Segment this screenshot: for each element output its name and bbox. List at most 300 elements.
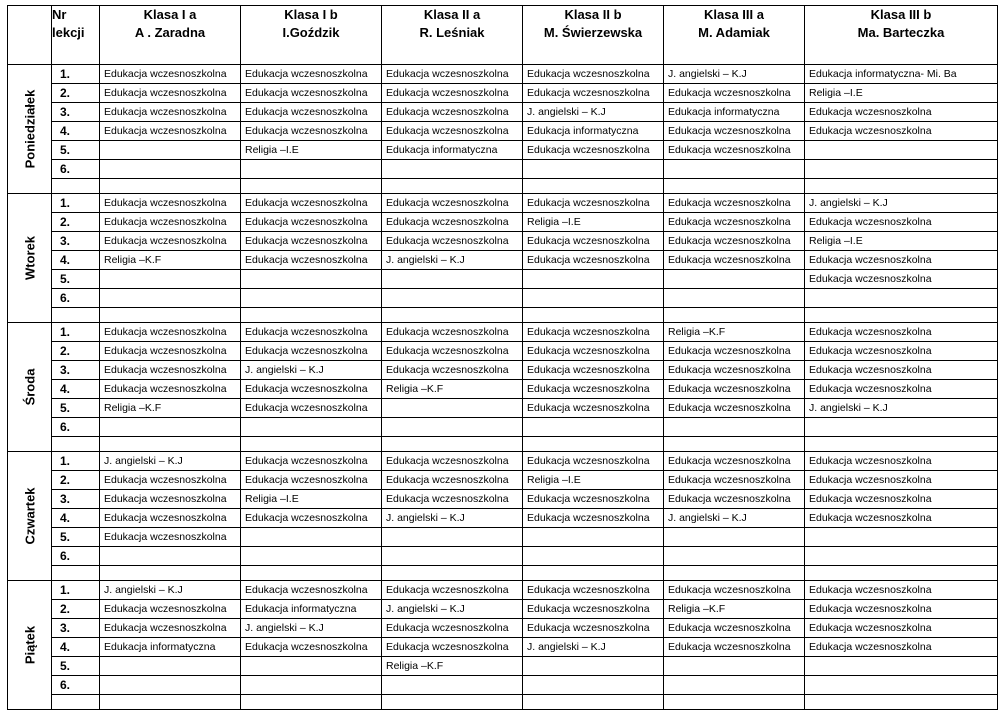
subject-cell: J. angielski – K.J xyxy=(100,452,241,471)
empty-cell xyxy=(523,437,664,452)
subject-cell: Edukacja wczesnoszkolna xyxy=(523,251,664,270)
subject-cell xyxy=(100,289,241,308)
lesson-row xyxy=(8,213,998,232)
subject-cell: Religia –K.F xyxy=(664,600,805,619)
subject-cell: Edukacja wczesnoszkolna xyxy=(241,232,382,251)
empty-cell xyxy=(100,437,241,452)
empty-cell xyxy=(52,566,100,581)
class-header-6 xyxy=(805,6,998,65)
empty-cell xyxy=(805,437,998,452)
lesson-number: 2. xyxy=(52,84,100,103)
subject-cell xyxy=(100,160,241,179)
day-cell xyxy=(8,65,52,194)
class-teacher: M. Adamiak xyxy=(698,25,770,40)
empty-cell xyxy=(382,566,523,581)
subject-cell: Edukacja wczesnoszkolna xyxy=(382,194,523,213)
subject-cell: J. angielski – K.J xyxy=(523,638,664,657)
subject-cell: Edukacja wczesnoszkolna xyxy=(664,452,805,471)
subject-cell: Edukacja wczesnoszkolna xyxy=(664,490,805,509)
subject-cell: Edukacja wczesnoszkolna xyxy=(100,600,241,619)
subject-cell: Edukacja wczesnoszkolna xyxy=(805,471,998,490)
lesson-number-header-line1: Nr xyxy=(52,7,67,22)
lesson-row xyxy=(8,657,998,676)
subject-cell: Religia –K.F xyxy=(382,657,523,676)
subject-cell: Edukacja wczesnoszkolna xyxy=(664,213,805,232)
subject-cell: Edukacja wczesnoszkolna xyxy=(523,380,664,399)
subject-cell: Edukacja wczesnoszkolna xyxy=(382,638,523,657)
subject-cell xyxy=(664,160,805,179)
empty-cell xyxy=(241,179,382,194)
empty-cell xyxy=(52,308,100,323)
empty-cell xyxy=(382,437,523,452)
subject-cell xyxy=(523,160,664,179)
empty-cell xyxy=(100,308,241,323)
subject-cell: Religia –I.E xyxy=(523,471,664,490)
lesson-row xyxy=(8,600,998,619)
subject-cell: Edukacja wczesnoszkolna xyxy=(664,342,805,361)
class-name: Klasa I b xyxy=(284,7,338,22)
empty-cell xyxy=(805,308,998,323)
subject-cell: Edukacja wczesnoszkolna xyxy=(382,213,523,232)
lesson-number: 1. xyxy=(52,581,100,600)
subject-cell: J. angielski – K.J xyxy=(382,509,523,528)
corner-cell xyxy=(8,6,52,65)
lesson-row xyxy=(8,452,998,471)
subject-cell: Edukacja wczesnoszkolna xyxy=(100,619,241,638)
subject-cell xyxy=(664,528,805,547)
class-name: Klasa I a xyxy=(143,7,197,22)
subject-cell xyxy=(100,270,241,289)
subject-cell: Edukacja wczesnoszkolna xyxy=(241,509,382,528)
subject-cell: Religia –I.E xyxy=(241,141,382,160)
lesson-row xyxy=(8,418,998,437)
subject-cell: J. angielski – K.J xyxy=(523,103,664,122)
subject-cell: Edukacja wczesnoszkolna xyxy=(382,232,523,251)
subject-cell: Edukacja wczesnoszkolna xyxy=(241,323,382,342)
subject-cell: Edukacja wczesnoszkolna xyxy=(382,122,523,141)
empty-cell xyxy=(523,566,664,581)
subject-cell xyxy=(382,418,523,437)
subject-cell: Edukacja informatyczna xyxy=(241,600,382,619)
lesson-number-header-line2: lekcji xyxy=(52,25,85,40)
empty-cell xyxy=(52,695,100,710)
lesson-number: 6. xyxy=(52,418,100,437)
day-separator-row xyxy=(8,566,998,581)
subject-cell: Edukacja wczesnoszkolna xyxy=(523,600,664,619)
timetable-body xyxy=(8,65,998,710)
subject-cell xyxy=(805,160,998,179)
subject-cell xyxy=(241,547,382,566)
subject-cell: Edukacja wczesnoszkolna xyxy=(523,232,664,251)
lesson-number: 1. xyxy=(52,194,100,213)
day-label: Czwartek xyxy=(22,487,37,545)
lesson-row xyxy=(8,232,998,251)
subject-cell: Edukacja wczesnoszkolna xyxy=(805,638,998,657)
subject-cell: Edukacja wczesnoszkolna xyxy=(241,122,382,141)
subject-cell: Edukacja wczesnoszkolna xyxy=(241,194,382,213)
subject-cell: Edukacja wczesnoszkolna xyxy=(100,323,241,342)
subject-cell xyxy=(382,547,523,566)
empty-cell xyxy=(664,308,805,323)
subject-cell: J. angielski – K.J xyxy=(382,600,523,619)
subject-cell: Edukacja wczesnoszkolna xyxy=(241,65,382,84)
subject-cell xyxy=(805,528,998,547)
lesson-row xyxy=(8,676,998,695)
class-teacher: M. Świerzewska xyxy=(543,25,643,40)
subject-cell: Edukacja wczesnoszkolna xyxy=(382,84,523,103)
subject-cell xyxy=(523,657,664,676)
lesson-number: 4. xyxy=(52,638,100,657)
lesson-number: 4. xyxy=(52,380,100,399)
lesson-row xyxy=(8,471,998,490)
lesson-row xyxy=(8,490,998,509)
subject-cell xyxy=(382,289,523,308)
day-cell xyxy=(8,194,52,323)
subject-cell: Edukacja wczesnoszkolna xyxy=(523,509,664,528)
subject-cell: Edukacja wczesnoszkolna xyxy=(523,361,664,380)
subject-cell: Edukacja wczesnoszkolna xyxy=(382,452,523,471)
subject-cell: Edukacja wczesnoszkolna xyxy=(382,471,523,490)
subject-cell xyxy=(241,418,382,437)
subject-cell: Edukacja wczesnoszkolna xyxy=(523,399,664,418)
empty-cell xyxy=(523,308,664,323)
empty-cell xyxy=(805,566,998,581)
subject-cell: Edukacja wczesnoszkolna xyxy=(100,342,241,361)
subject-cell: Religia –I.E xyxy=(805,232,998,251)
lesson-number: 3. xyxy=(52,361,100,380)
subject-cell xyxy=(523,270,664,289)
subject-cell: Edukacja wczesnoszkolna xyxy=(241,380,382,399)
subject-cell: Edukacja wczesnoszkolna xyxy=(382,490,523,509)
timetable xyxy=(7,5,998,710)
lesson-row xyxy=(8,65,998,84)
subject-cell xyxy=(241,657,382,676)
subject-cell: Edukacja informatyczna- Mi. Ba xyxy=(805,65,998,84)
subject-cell: Edukacja wczesnoszkolna xyxy=(805,600,998,619)
subject-cell: Edukacja wczesnoszkolna xyxy=(805,581,998,600)
subject-cell: Edukacja wczesnoszkolna xyxy=(664,471,805,490)
subject-cell: Edukacja wczesnoszkolna xyxy=(523,342,664,361)
empty-cell xyxy=(100,566,241,581)
subject-cell: Edukacja wczesnoszkolna xyxy=(100,84,241,103)
timetable-container xyxy=(7,5,998,710)
subject-cell xyxy=(523,528,664,547)
lesson-number: 2. xyxy=(52,471,100,490)
subject-cell xyxy=(241,676,382,695)
lesson-row xyxy=(8,380,998,399)
day-label: Poniedziałek xyxy=(22,89,37,169)
lesson-row xyxy=(8,289,998,308)
subject-cell: Edukacja informatyczna xyxy=(382,141,523,160)
subject-cell: Edukacja wczesnoszkolna xyxy=(241,213,382,232)
subject-cell xyxy=(382,676,523,695)
lesson-number: 6. xyxy=(52,289,100,308)
empty-cell xyxy=(523,179,664,194)
lesson-number: 4. xyxy=(52,122,100,141)
subject-cell: Edukacja wczesnoszkolna xyxy=(241,103,382,122)
lesson-number: 5. xyxy=(52,141,100,160)
empty-cell xyxy=(664,566,805,581)
lesson-row xyxy=(8,528,998,547)
day-label: Środa xyxy=(22,368,37,406)
subject-cell xyxy=(241,270,382,289)
empty-cell xyxy=(241,308,382,323)
subject-cell: Edukacja wczesnoszkolna xyxy=(523,323,664,342)
subject-cell xyxy=(523,418,664,437)
subject-cell: Edukacja wczesnoszkolna xyxy=(664,638,805,657)
subject-cell xyxy=(664,676,805,695)
subject-cell xyxy=(241,289,382,308)
subject-cell: J. angielski – K.J xyxy=(100,581,241,600)
lesson-row xyxy=(8,342,998,361)
subject-cell: Edukacja wczesnoszkolna xyxy=(100,213,241,232)
empty-cell xyxy=(382,179,523,194)
subject-cell: Edukacja wczesnoszkolna xyxy=(241,251,382,270)
subject-cell: Edukacja wczesnoszkolna xyxy=(805,323,998,342)
lesson-row xyxy=(8,270,998,289)
lesson-number: 1. xyxy=(52,323,100,342)
empty-cell xyxy=(382,695,523,710)
subject-cell: Edukacja wczesnoszkolna xyxy=(805,122,998,141)
empty-cell xyxy=(52,437,100,452)
empty-cell xyxy=(805,695,998,710)
lesson-number: 1. xyxy=(52,65,100,84)
class-name: Klasa III a xyxy=(704,7,764,22)
lesson-row xyxy=(8,509,998,528)
subject-cell xyxy=(382,160,523,179)
subject-cell: J. angielski – K.J xyxy=(241,361,382,380)
subject-cell: Edukacja wczesnoszkolna xyxy=(382,619,523,638)
subject-cell xyxy=(382,528,523,547)
subject-cell xyxy=(523,676,664,695)
subject-cell: Edukacja wczesnoszkolna xyxy=(664,380,805,399)
lesson-row xyxy=(8,581,998,600)
subject-cell: Edukacja wczesnoszkolna xyxy=(805,380,998,399)
subject-cell: Edukacja wczesnoszkolna xyxy=(664,251,805,270)
lesson-number: 4. xyxy=(52,509,100,528)
subject-cell: Edukacja wczesnoszkolna xyxy=(523,194,664,213)
lesson-row xyxy=(8,251,998,270)
subject-cell: Edukacja wczesnoszkolna xyxy=(100,194,241,213)
subject-cell xyxy=(805,418,998,437)
subject-cell: Edukacja wczesnoszkolna xyxy=(805,361,998,380)
empty-cell xyxy=(664,695,805,710)
subject-cell: Edukacja wczesnoszkolna xyxy=(382,65,523,84)
subject-cell xyxy=(523,289,664,308)
subject-cell: Edukacja wczesnoszkolna xyxy=(100,361,241,380)
lesson-number: 2. xyxy=(52,342,100,361)
lesson-number: 3. xyxy=(52,619,100,638)
subject-cell xyxy=(805,289,998,308)
class-header-5 xyxy=(664,6,805,65)
subject-cell: Edukacja wczesnoszkolna xyxy=(523,141,664,160)
class-name: Klasa III b xyxy=(870,7,932,22)
lesson-row xyxy=(8,399,998,418)
empty-cell xyxy=(382,308,523,323)
subject-cell: Edukacja wczesnoszkolna xyxy=(100,103,241,122)
subject-cell: Edukacja wczesnoszkolna xyxy=(664,361,805,380)
subject-cell: Edukacja wczesnoszkolna xyxy=(805,619,998,638)
subject-cell: Edukacja wczesnoszkolna xyxy=(805,509,998,528)
subject-cell: J. angielski – K.J xyxy=(805,399,998,418)
subject-cell: Edukacja wczesnoszkolna xyxy=(805,270,998,289)
subject-cell: Edukacja wczesnoszkolna xyxy=(100,490,241,509)
subject-cell: Edukacja wczesnoszkolna xyxy=(382,323,523,342)
subject-cell: Edukacja wczesnoszkolna xyxy=(523,619,664,638)
subject-cell: Edukacja wczesnoszkolna xyxy=(523,490,664,509)
subject-cell: Edukacja wczesnoszkolna xyxy=(664,619,805,638)
empty-cell xyxy=(241,437,382,452)
day-separator-row xyxy=(8,308,998,323)
subject-cell xyxy=(100,418,241,437)
subject-cell: Edukacja wczesnoszkolna xyxy=(100,65,241,84)
lesson-row xyxy=(8,84,998,103)
day-cell xyxy=(8,323,52,452)
subject-cell: Edukacja wczesnoszkolna xyxy=(241,581,382,600)
lesson-row xyxy=(8,547,998,566)
subject-cell xyxy=(523,547,664,566)
subject-cell: Religia –K.F xyxy=(100,251,241,270)
subject-cell: Edukacja wczesnoszkolna xyxy=(523,84,664,103)
subject-cell: Edukacja wczesnoszkolna xyxy=(664,399,805,418)
subject-cell: Edukacja wczesnoszkolna xyxy=(241,638,382,657)
lesson-row xyxy=(8,619,998,638)
subject-cell xyxy=(805,141,998,160)
lesson-number: 6. xyxy=(52,547,100,566)
empty-cell xyxy=(241,566,382,581)
subject-cell xyxy=(664,270,805,289)
subject-cell: Edukacja wczesnoszkolna xyxy=(382,342,523,361)
subject-cell: Edukacja wczesnoszkolna xyxy=(664,194,805,213)
lesson-number: 1. xyxy=(52,452,100,471)
subject-cell: J. angielski – K.J xyxy=(664,509,805,528)
subject-cell: Edukacja wczesnoszkolna xyxy=(805,452,998,471)
subject-cell xyxy=(805,547,998,566)
lesson-number-header xyxy=(52,6,100,65)
subject-cell: Edukacja wczesnoszkolna xyxy=(100,509,241,528)
empty-cell xyxy=(805,179,998,194)
lesson-number: 2. xyxy=(52,600,100,619)
lesson-row xyxy=(8,103,998,122)
subject-cell: Edukacja wczesnoszkolna xyxy=(664,84,805,103)
subject-cell xyxy=(664,418,805,437)
subject-cell xyxy=(100,547,241,566)
subject-cell: Edukacja wczesnoszkolna xyxy=(382,361,523,380)
subject-cell xyxy=(241,528,382,547)
lesson-number: 4. xyxy=(52,251,100,270)
subject-cell: Edukacja wczesnoszkolna xyxy=(241,471,382,490)
subject-cell: Edukacja wczesnoszkolna xyxy=(664,232,805,251)
day-label: Wtorek xyxy=(22,235,37,281)
subject-cell: Edukacja wczesnoszkolna xyxy=(664,581,805,600)
subject-cell: Religia –I.E xyxy=(805,84,998,103)
lesson-row xyxy=(8,323,998,342)
subject-cell: J. angielski – K.J xyxy=(241,619,382,638)
subject-cell: Edukacja wczesnoszkolna xyxy=(664,141,805,160)
class-header-3 xyxy=(382,6,523,65)
subject-cell: Edukacja wczesnoszkolna xyxy=(523,452,664,471)
empty-cell xyxy=(100,179,241,194)
class-teacher: Ma. Barteczka xyxy=(857,25,945,40)
subject-cell xyxy=(382,270,523,289)
subject-cell: Edukacja wczesnoszkolna xyxy=(523,65,664,84)
subject-cell: Edukacja wczesnoszkolna xyxy=(100,471,241,490)
subject-cell: Edukacja wczesnoszkolna xyxy=(805,342,998,361)
empty-cell xyxy=(100,695,241,710)
subject-cell: Edukacja wczesnoszkolna xyxy=(241,452,382,471)
subject-cell: Edukacja informatyczna xyxy=(664,103,805,122)
subject-cell xyxy=(100,676,241,695)
subject-cell xyxy=(100,657,241,676)
subject-cell: Edukacja wczesnoszkolna xyxy=(523,581,664,600)
subject-cell: Edukacja wczesnoszkolna xyxy=(664,122,805,141)
lesson-number: 5. xyxy=(52,270,100,289)
subject-cell: Religia –K.F xyxy=(382,380,523,399)
subject-cell: Edukacja wczesnoszkolna xyxy=(241,84,382,103)
class-teacher: A . Zaradna xyxy=(134,25,206,40)
lesson-row xyxy=(8,638,998,657)
day-label: Piątek xyxy=(22,625,37,665)
subject-cell: Religia –K.F xyxy=(100,399,241,418)
subject-cell: Religia –I.E xyxy=(523,213,664,232)
subject-cell xyxy=(241,160,382,179)
subject-cell: Edukacja wczesnoszkolna xyxy=(382,581,523,600)
class-header-1 xyxy=(100,6,241,65)
subject-cell xyxy=(805,676,998,695)
lesson-number: 6. xyxy=(52,160,100,179)
subject-cell: J. angielski – K.J xyxy=(664,65,805,84)
subject-cell: Religia –I.E xyxy=(241,490,382,509)
day-cell xyxy=(8,452,52,581)
lesson-number: 5. xyxy=(52,657,100,676)
class-header-4 xyxy=(523,6,664,65)
subject-cell: Edukacja wczesnoszkolna xyxy=(805,490,998,509)
subject-cell: J. angielski – K.J xyxy=(382,251,523,270)
subject-cell: Religia –K.F xyxy=(664,323,805,342)
day-separator-row xyxy=(8,437,998,452)
lesson-row xyxy=(8,160,998,179)
subject-cell xyxy=(382,399,523,418)
subject-cell: Edukacja wczesnoszkolna xyxy=(805,251,998,270)
day-separator-row xyxy=(8,695,998,710)
subject-cell: Edukacja informatyczna xyxy=(523,122,664,141)
day-cell xyxy=(8,581,52,710)
lesson-number: 3. xyxy=(52,103,100,122)
subject-cell: Edukacja informatyczna xyxy=(100,638,241,657)
subject-cell: Edukacja wczesnoszkolna xyxy=(100,528,241,547)
empty-cell xyxy=(241,695,382,710)
subject-cell: Edukacja wczesnoszkolna xyxy=(805,103,998,122)
lesson-number: 6. xyxy=(52,676,100,695)
class-header-2 xyxy=(241,6,382,65)
lesson-number: 2. xyxy=(52,213,100,232)
empty-cell xyxy=(664,179,805,194)
lesson-number: 5. xyxy=(52,399,100,418)
class-name: Klasa II a xyxy=(423,7,481,22)
subject-cell xyxy=(100,141,241,160)
class-name: Klasa II b xyxy=(564,7,622,22)
subject-cell: Edukacja wczesnoszkolna xyxy=(805,213,998,232)
header-row xyxy=(8,6,998,65)
lesson-row xyxy=(8,194,998,213)
lesson-row xyxy=(8,141,998,160)
subject-cell: Edukacja wczesnoszkolna xyxy=(100,122,241,141)
empty-cell xyxy=(52,179,100,194)
subject-cell: Edukacja wczesnoszkolna xyxy=(100,380,241,399)
subject-cell xyxy=(805,657,998,676)
subject-cell: Edukacja wczesnoszkolna xyxy=(241,342,382,361)
lesson-row xyxy=(8,361,998,380)
